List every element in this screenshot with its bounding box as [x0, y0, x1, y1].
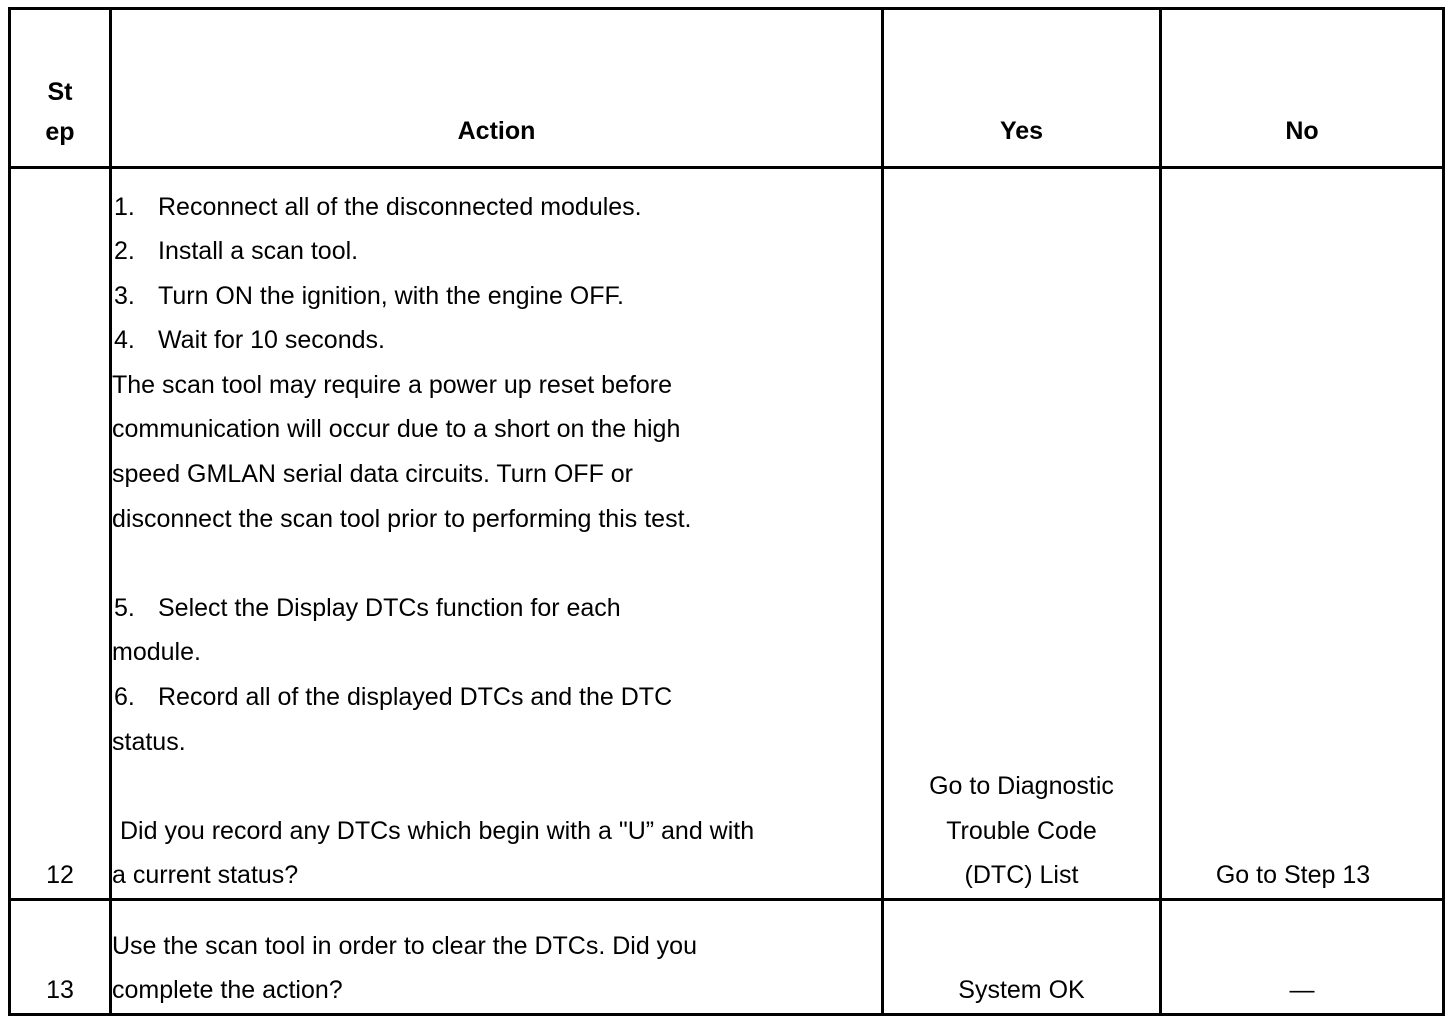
step-number: 13 [10, 900, 111, 1015]
header-step [10, 9, 111, 168]
action-text: Use the scan tool in order to clear the DTCs. Did you complete the action? [112, 931, 697, 1005]
list-item: 5. Select the Display DTCs function for each [114, 593, 621, 622]
spacer [112, 764, 881, 809]
spacer [112, 541, 881, 586]
header-no: No [1161, 9, 1444, 168]
diagnostic-table [8, 7, 1445, 1016]
list-item-continuation: status. [112, 727, 186, 756]
action-cell [111, 900, 883, 1015]
no-cell: Go to Step 13 [1161, 168, 1444, 900]
action-cell [111, 168, 883, 900]
yes-cell [883, 168, 1161, 900]
list-item-continuation: module. [112, 638, 201, 667]
note-paragraph: The scan tool may require a power up reset before communication will occur due to a short on the high speed GMLAN serial data circuits. Turn OFF or disconnect the scan tool prior to performing this test. [112, 370, 692, 533]
yes-line: Trouble Code [946, 816, 1097, 845]
table-row-step-12 [10, 168, 1444, 900]
yes-line: Go to Diagnostic [929, 772, 1114, 801]
header-action: Action [111, 9, 883, 168]
yes-cell: System OK [883, 900, 1161, 1015]
question-text: Did you record any DTCs which begin with a "U” and with a current status? [112, 816, 755, 890]
list-item: 1. Reconnect all of the disconnected modules. [114, 192, 642, 221]
header-step-line1: St [47, 78, 73, 106]
list-item: 6. Record all of the displayed DTCs and the DTC [114, 683, 673, 712]
table-row-step-13 [10, 900, 1444, 1015]
list-item: 4. Wait for 10 seconds. [114, 326, 385, 355]
list-item: 3. Turn ON the ignition, with the engine OFF. [114, 281, 624, 310]
yes-line: (DTC) List [964, 861, 1079, 890]
step-number: 12 [10, 168, 111, 900]
header-yes: Yes [883, 9, 1161, 168]
header-row [10, 9, 1444, 168]
list-item: 2. Install a scan tool. [114, 237, 359, 266]
no-cell: — [1161, 900, 1444, 1015]
header-step-line2: ep [45, 118, 75, 146]
